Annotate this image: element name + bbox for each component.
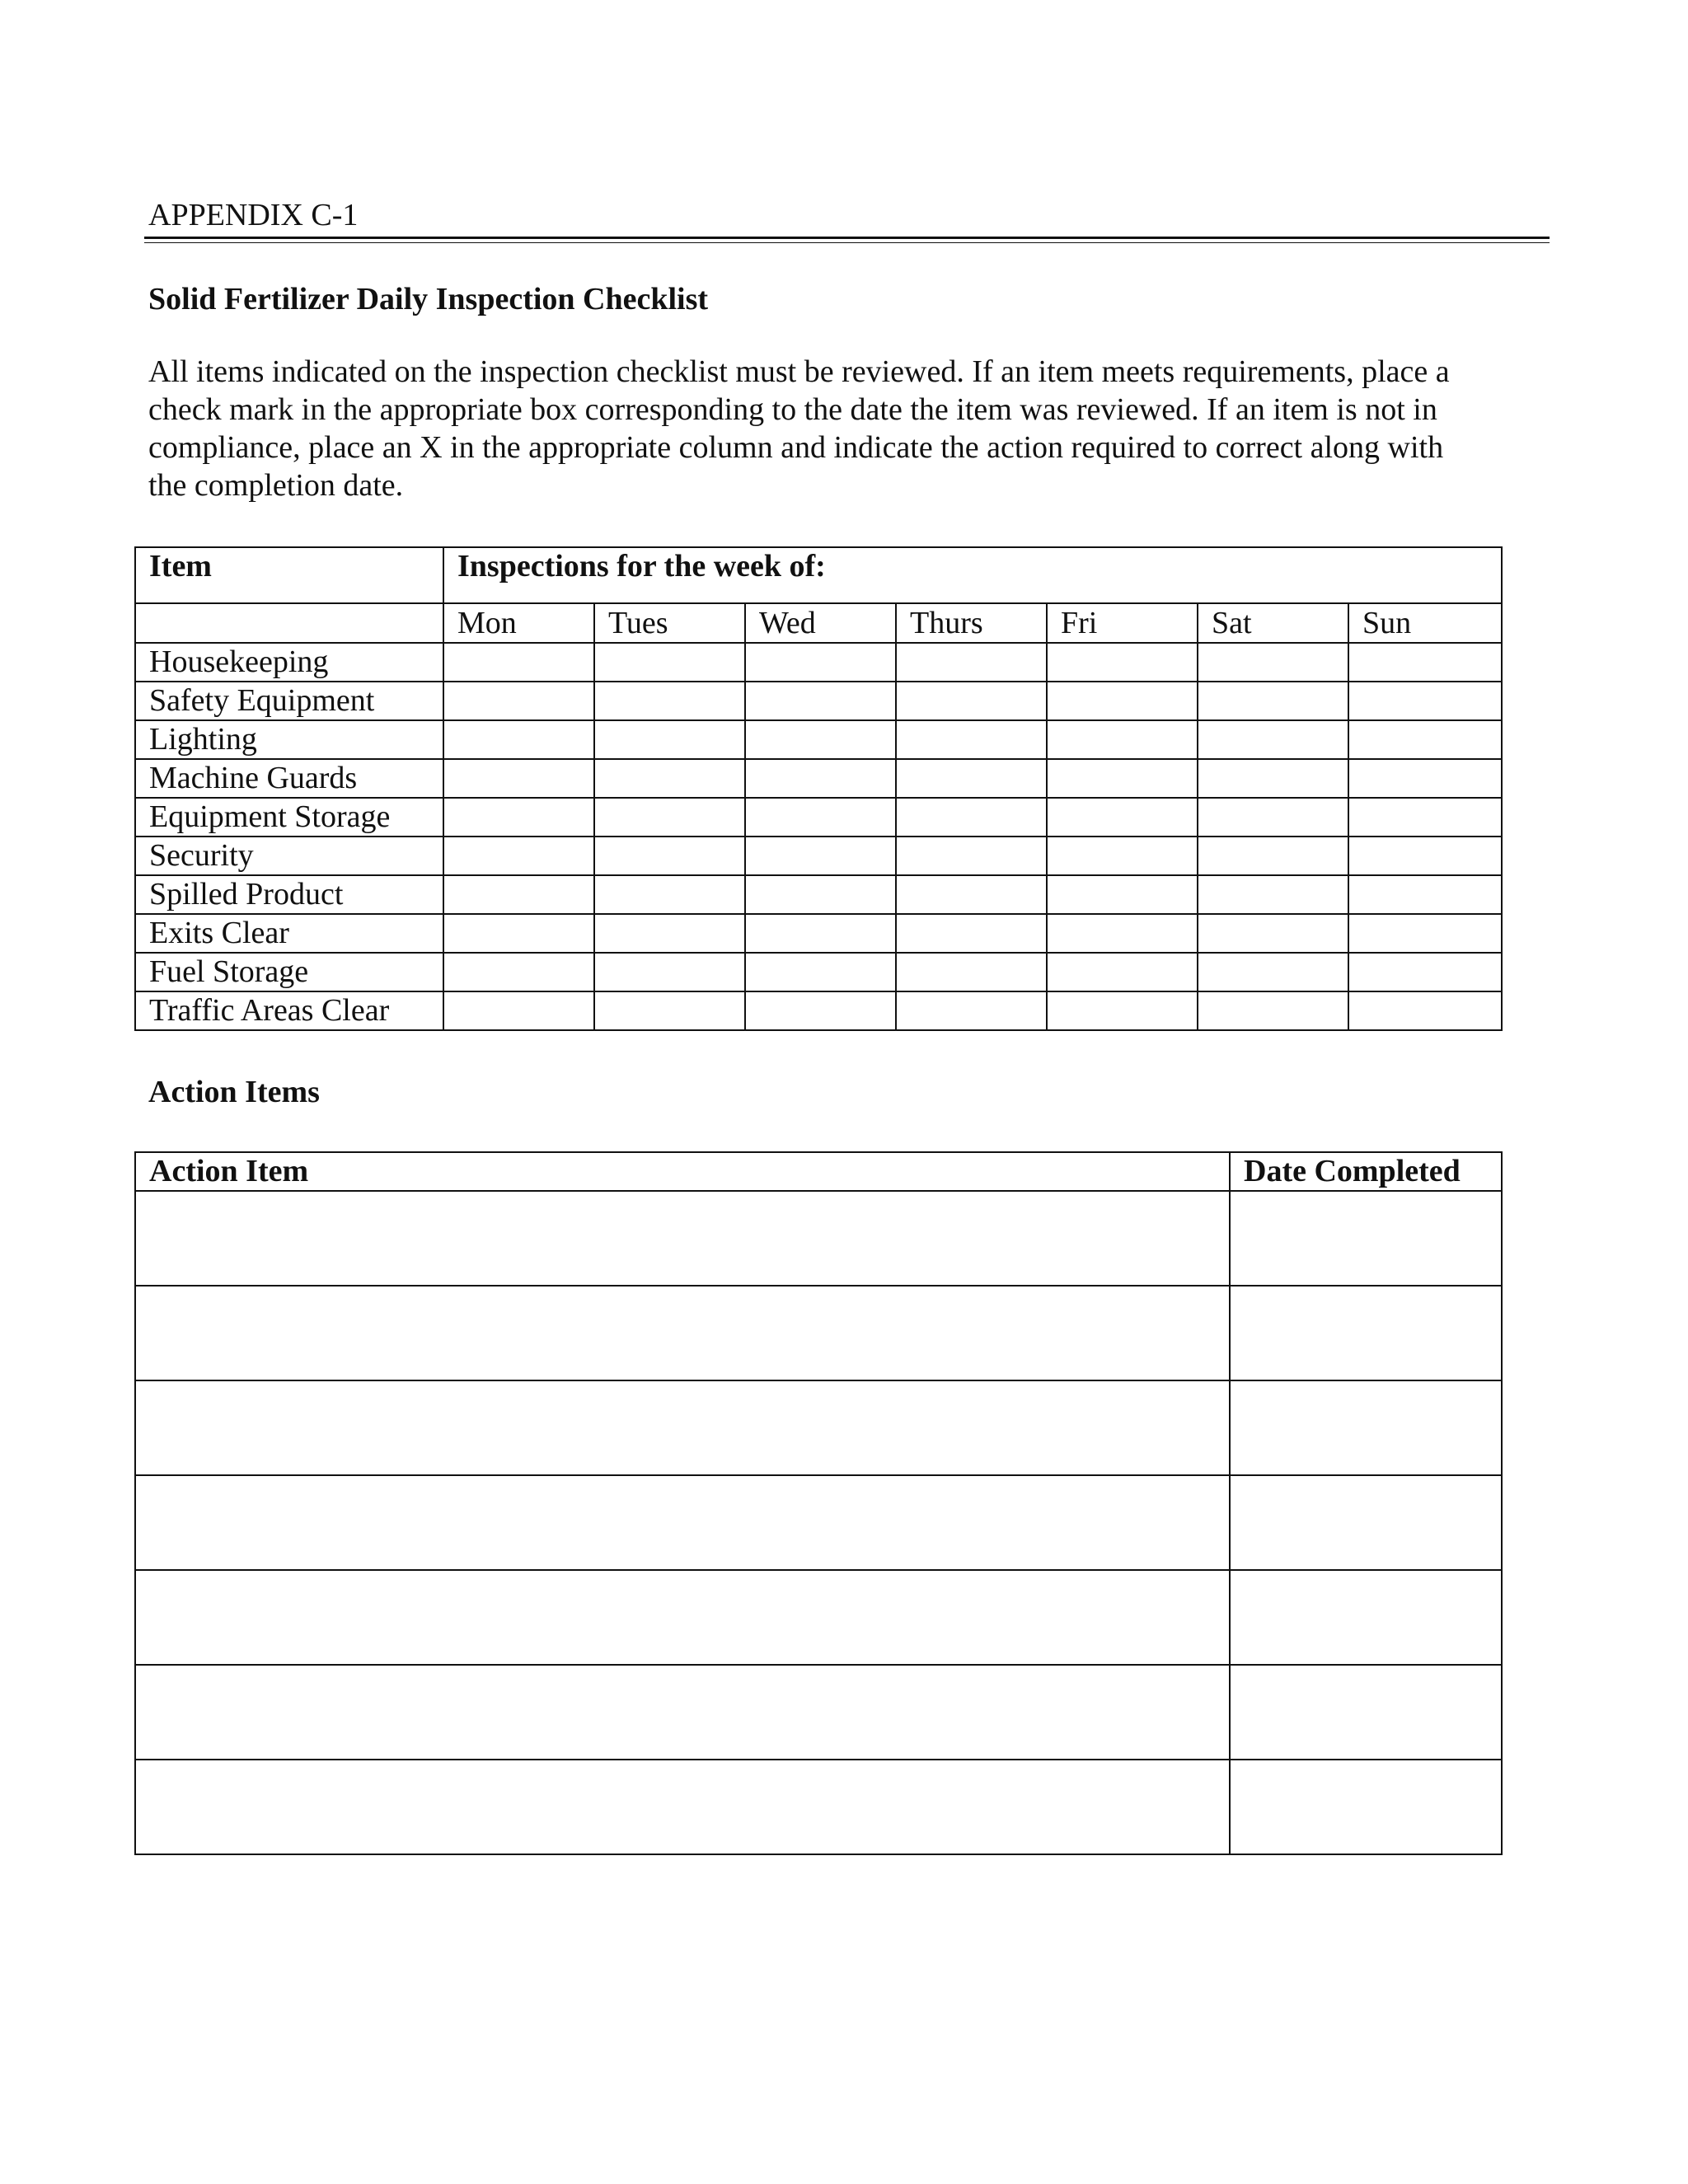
check-cell-sun[interactable] <box>1348 875 1502 914</box>
inspection-row <box>135 914 1502 953</box>
inspection-row <box>135 875 1502 914</box>
check-cell-thurs[interactable] <box>896 759 1047 798</box>
action-item-cell[interactable] <box>135 1380 1230 1475</box>
inspection-item-label: Exits Clear <box>135 914 443 953</box>
check-cell-fri[interactable] <box>1047 682 1198 720</box>
check-cell-thurs[interactable] <box>896 875 1047 914</box>
check-cell-tues[interactable] <box>594 875 745 914</box>
action-item-cell[interactable] <box>135 1760 1230 1854</box>
day-header-row <box>135 603 1502 643</box>
inspection-table <box>134 546 1503 1031</box>
day-header-wed: Wed <box>745 603 896 643</box>
action-item-row <box>135 1380 1502 1475</box>
action-item-row <box>135 1286 1502 1380</box>
check-cell-fri[interactable] <box>1047 798 1198 837</box>
day-header-sat: Sat <box>1198 603 1348 643</box>
header-rule-thick <box>144 237 1550 239</box>
check-cell-tues[interactable] <box>594 798 745 837</box>
inspection-row <box>135 953 1502 991</box>
action-item-row <box>135 1475 1502 1570</box>
check-cell-mon[interactable] <box>443 837 594 875</box>
check-cell-wed[interactable] <box>745 837 896 875</box>
check-cell-wed[interactable] <box>745 643 896 682</box>
action-items-header-row <box>135 1152 1502 1191</box>
check-cell-sun[interactable] <box>1348 798 1502 837</box>
appendix-label: APPENDIX C-1 <box>148 198 359 232</box>
check-cell-fri[interactable] <box>1047 837 1198 875</box>
day-header-fri: Fri <box>1047 603 1198 643</box>
check-cell-sun[interactable] <box>1348 759 1502 798</box>
inspection-item-label: Machine Guards <box>135 759 443 798</box>
action-item-cell[interactable] <box>135 1191 1230 1286</box>
instructions-line: All items indicated on the inspection checklist must be reviewed. If an item meets requirements, place a <box>148 354 1450 389</box>
action-item-row <box>135 1191 1502 1286</box>
instructions-line: the completion date. <box>148 468 404 503</box>
date-completed-column-header: Date Completed <box>1230 1152 1502 1191</box>
check-cell-thurs[interactable] <box>896 682 1047 720</box>
check-cell-thurs[interactable] <box>896 720 1047 759</box>
check-cell-sat[interactable] <box>1198 720 1348 759</box>
check-cell-sat[interactable] <box>1198 875 1348 914</box>
instructions-line: compliance, place an X in the appropriate column and indicate the action required to correct along with <box>148 430 1444 465</box>
day-header-mon: Mon <box>443 603 594 643</box>
date-completed-cell[interactable] <box>1230 1665 1502 1760</box>
check-cell-tues[interactable] <box>594 720 745 759</box>
inspection-item-label: Traffic Areas Clear <box>135 991 443 1030</box>
check-cell-sat[interactable] <box>1198 953 1348 991</box>
action-item-cell[interactable] <box>135 1475 1230 1570</box>
inspection-rows <box>135 643 1502 1030</box>
action-item-row <box>135 1665 1502 1760</box>
check-cell-sun[interactable] <box>1348 953 1502 991</box>
blank-header-cell <box>135 603 443 643</box>
header-rule-thin <box>144 242 1550 243</box>
check-cell-thurs[interactable] <box>896 991 1047 1030</box>
action-item-row <box>135 1760 1502 1854</box>
check-cell-mon[interactable] <box>443 643 594 682</box>
inspection-row <box>135 837 1502 875</box>
check-cell-thurs[interactable] <box>896 837 1047 875</box>
inspection-row <box>135 798 1502 837</box>
date-completed-cell[interactable] <box>1230 1286 1502 1380</box>
day-header-thurs: Thurs <box>896 603 1047 643</box>
date-completed-cell[interactable] <box>1230 1570 1502 1665</box>
check-cell-wed[interactable] <box>745 953 896 991</box>
inspection-item-label: Housekeeping <box>135 643 443 682</box>
inspection-row <box>135 991 1502 1030</box>
check-cell-tues[interactable] <box>594 759 745 798</box>
check-cell-wed[interactable] <box>745 720 896 759</box>
inspection-item-label: Fuel Storage <box>135 953 443 991</box>
check-cell-sun[interactable] <box>1348 720 1502 759</box>
check-cell-thurs[interactable] <box>896 798 1047 837</box>
check-cell-thurs[interactable] <box>896 914 1047 953</box>
check-cell-fri[interactable] <box>1047 953 1198 991</box>
check-cell-thurs[interactable] <box>896 953 1047 991</box>
action-item-cell[interactable] <box>135 1286 1230 1380</box>
check-cell-sun[interactable] <box>1348 837 1502 875</box>
check-cell-sat[interactable] <box>1198 914 1348 953</box>
inspection-row <box>135 720 1502 759</box>
check-cell-sat[interactable] <box>1198 798 1348 837</box>
inspection-row <box>135 759 1502 798</box>
check-cell-tues[interactable] <box>594 682 745 720</box>
date-completed-cell[interactable] <box>1230 1760 1502 1854</box>
check-cell-tues[interactable] <box>594 914 745 953</box>
inspection-item-label: Equipment Storage <box>135 798 443 837</box>
week-of-header: Inspections for the week of: <box>443 547 1502 603</box>
check-cell-mon[interactable] <box>443 914 594 953</box>
check-cell-sat[interactable] <box>1198 682 1348 720</box>
inspection-item-label: Safety Equipment <box>135 682 443 720</box>
check-cell-wed[interactable] <box>745 682 896 720</box>
inspection-item-label: Spilled Product <box>135 875 443 914</box>
inspection-header-row <box>135 547 1502 603</box>
check-cell-mon[interactable] <box>443 875 594 914</box>
check-cell-mon[interactable] <box>443 991 594 1030</box>
check-cell-sun[interactable] <box>1348 914 1502 953</box>
day-header-tues: Tues <box>594 603 745 643</box>
date-completed-cell[interactable] <box>1230 1380 1502 1475</box>
action-items-rows <box>135 1191 1502 1854</box>
check-cell-fri[interactable] <box>1047 759 1198 798</box>
check-cell-sat[interactable] <box>1198 643 1348 682</box>
action-item-row <box>135 1570 1502 1665</box>
action-items-table <box>134 1151 1503 1855</box>
day-header-sun: Sun <box>1348 603 1502 643</box>
date-completed-cell[interactable] <box>1230 1191 1502 1286</box>
instructions-line: check mark in the appropriate box corresponding to the date the item was reviewed. If an item is not in <box>148 392 1437 427</box>
inspection-item-label: Security <box>135 837 443 875</box>
check-cell-wed[interactable] <box>745 759 896 798</box>
check-cell-tues[interactable] <box>594 991 745 1030</box>
check-cell-mon[interactable] <box>443 953 594 991</box>
check-cell-tues[interactable] <box>594 953 745 991</box>
check-cell-fri[interactable] <box>1047 991 1198 1030</box>
check-cell-fri[interactable] <box>1047 875 1198 914</box>
check-cell-thurs[interactable] <box>896 643 1047 682</box>
check-cell-wed[interactable] <box>745 991 896 1030</box>
action-item-column-header: Action Item <box>135 1152 1230 1191</box>
check-cell-tues[interactable] <box>594 643 745 682</box>
date-completed-cell[interactable] <box>1230 1475 1502 1570</box>
action-item-cell[interactable] <box>135 1570 1230 1665</box>
check-cell-fri[interactable] <box>1047 914 1198 953</box>
check-cell-mon[interactable] <box>443 759 594 798</box>
form-title: Solid Fertilizer Daily Inspection Checklist <box>148 282 709 316</box>
check-cell-wed[interactable] <box>745 914 896 953</box>
check-cell-fri[interactable] <box>1047 720 1198 759</box>
inspection-item-label: Lighting <box>135 720 443 759</box>
check-cell-sun[interactable] <box>1348 682 1502 720</box>
inspection-row <box>135 682 1502 720</box>
check-cell-wed[interactable] <box>745 798 896 837</box>
inspection-row <box>135 643 1502 682</box>
check-cell-sun[interactable] <box>1348 643 1502 682</box>
item-column-header: Item <box>135 547 443 603</box>
check-cell-sun[interactable] <box>1348 991 1502 1030</box>
check-cell-mon[interactable] <box>443 720 594 759</box>
action-items-heading: Action Items <box>148 1075 320 1109</box>
check-cell-fri[interactable] <box>1047 643 1198 682</box>
check-cell-mon[interactable] <box>443 798 594 837</box>
check-cell-tues[interactable] <box>594 837 745 875</box>
check-cell-sat[interactable] <box>1198 837 1348 875</box>
action-item-cell[interactable] <box>135 1665 1230 1760</box>
check-cell-sat[interactable] <box>1198 759 1348 798</box>
check-cell-mon[interactable] <box>443 682 594 720</box>
check-cell-sat[interactable] <box>1198 991 1348 1030</box>
check-cell-wed[interactable] <box>745 875 896 914</box>
instructions-paragraph <box>148 353 1566 504</box>
